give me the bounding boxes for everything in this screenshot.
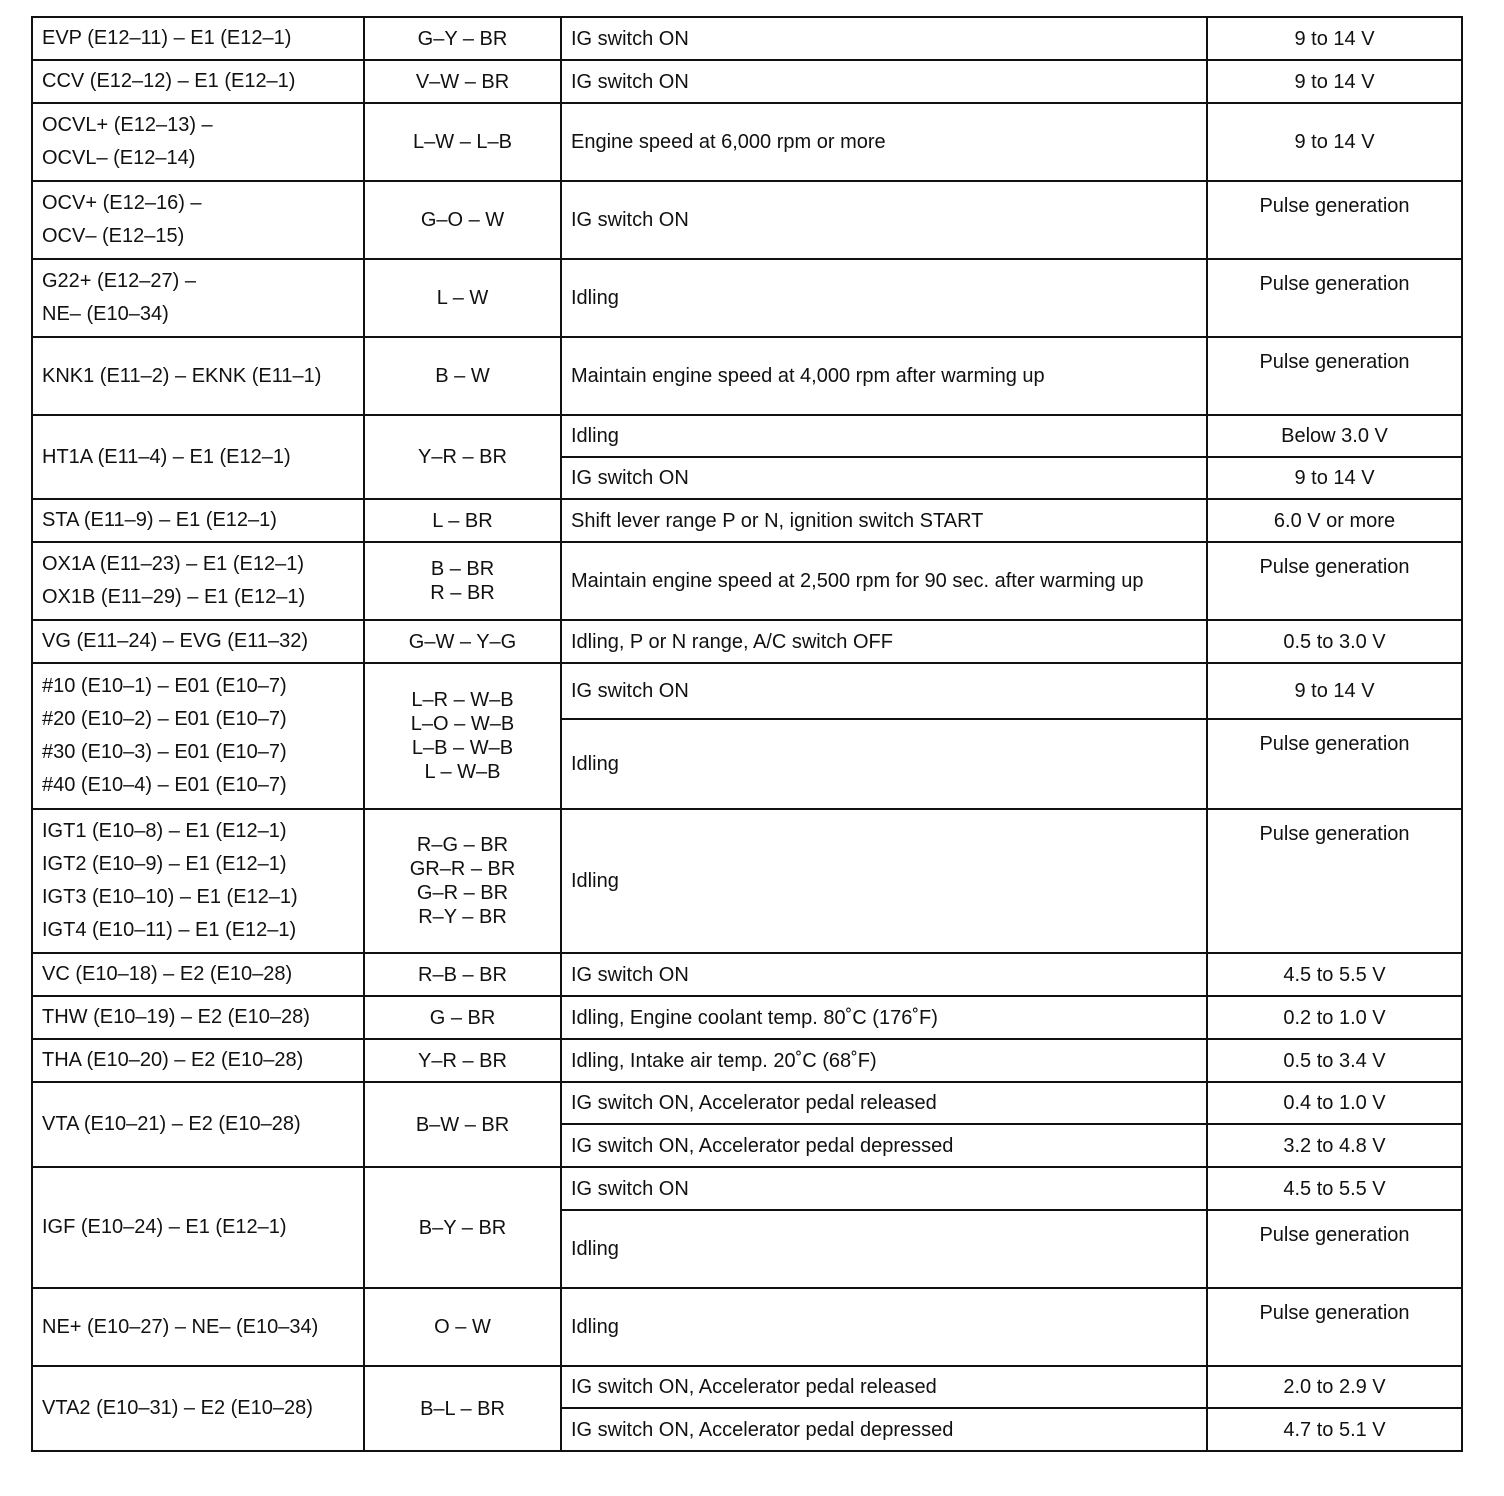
terminal-name: OCV+ (E12–16) – bbox=[42, 192, 202, 214]
wiring-color: R–B – BR bbox=[418, 963, 507, 986]
condition-cell bbox=[561, 337, 1207, 415]
terminal-cell bbox=[32, 996, 364, 1039]
condition-text: Engine speed at 6,000 rpm or more bbox=[571, 131, 886, 153]
specified-value: Pulse generation bbox=[1259, 351, 1410, 373]
specified-value: Below 3.0 V bbox=[1281, 425, 1388, 447]
terminal-name: VC (E10–18) – E2 (E10–28) bbox=[42, 963, 293, 985]
table-row bbox=[32, 1288, 1462, 1366]
terminal-name: VTA2 (E10–31) – E2 (E10–28) bbox=[42, 1397, 313, 1419]
wiring-color: GR–R – BR bbox=[409, 858, 516, 880]
wiring-color-cell bbox=[364, 17, 561, 60]
terminal-cell bbox=[32, 542, 364, 620]
condition-cell bbox=[561, 60, 1207, 103]
table-row bbox=[32, 103, 1462, 181]
specified-value: Pulse generation bbox=[1259, 1302, 1410, 1324]
terminal-name: OCV– (E12–15) bbox=[42, 225, 185, 247]
specified-value: 6.0 V or more bbox=[1273, 509, 1396, 532]
terminal-cell bbox=[32, 1167, 364, 1288]
terminal-cell bbox=[32, 1082, 364, 1167]
wiring-color-cell bbox=[364, 60, 561, 103]
terminal-name: IGT3 (E10–10) – E1 (E12–1) bbox=[42, 886, 298, 908]
wiring-color: B–W – BR bbox=[415, 1113, 510, 1136]
condition-cell bbox=[561, 17, 1207, 60]
wiring-color: B–Y – BR bbox=[418, 1216, 507, 1239]
wiring-color-cell bbox=[364, 620, 561, 663]
terminal-cell bbox=[32, 499, 364, 542]
specified-value-cell bbox=[1207, 1124, 1462, 1167]
condition-text: IG switch ON, Accelerator pedal released bbox=[571, 1376, 937, 1398]
wiring-color: B–L – BR bbox=[420, 1397, 505, 1420]
wiring-color: B – BR bbox=[430, 558, 495, 580]
condition-cell bbox=[561, 259, 1207, 337]
terminal-name: NE– (E10–34) bbox=[42, 303, 169, 325]
terminal-name: G22+ (E12–27) – bbox=[42, 270, 196, 292]
terminal-name: HT1A (E11–4) – E1 (E12–1) bbox=[42, 445, 291, 468]
condition-cell bbox=[561, 1082, 1207, 1124]
terminal-cell bbox=[32, 620, 364, 663]
condition-text: Maintain engine speed at 4,000 rpm after warming up bbox=[571, 365, 1045, 387]
condition-cell bbox=[561, 1210, 1207, 1288]
table-row bbox=[32, 542, 1462, 620]
specified-value-cell bbox=[1207, 1288, 1462, 1366]
condition-text: Idling, Engine coolant temp. 80˚C (176˚F) bbox=[571, 1006, 938, 1029]
specified-value: 0.5 to 3.0 V bbox=[1283, 630, 1386, 653]
wiring-color-cell bbox=[364, 259, 561, 337]
terminal-cell bbox=[32, 181, 364, 259]
condition-cell bbox=[561, 809, 1207, 953]
specified-value-cell bbox=[1207, 719, 1462, 809]
condition-text: Idling bbox=[571, 753, 619, 775]
wiring-color-cell bbox=[364, 809, 561, 953]
terminal-name: OCVL+ (E12–13) – bbox=[42, 114, 213, 136]
table-row bbox=[32, 60, 1462, 103]
specified-value-cell bbox=[1207, 1366, 1462, 1408]
specified-value-cell bbox=[1207, 996, 1462, 1039]
table-row bbox=[32, 259, 1462, 337]
wiring-color: L – W bbox=[436, 287, 489, 309]
wiring-color-cell bbox=[364, 1366, 561, 1451]
wiring-color: G – BR bbox=[429, 1006, 496, 1029]
specified-value: 9 to 14 V bbox=[1294, 131, 1375, 153]
specified-value-cell bbox=[1207, 1408, 1462, 1451]
wiring-color: O – W bbox=[434, 1316, 491, 1338]
condition-cell bbox=[561, 103, 1207, 181]
condition-text: Idling bbox=[571, 1316, 619, 1338]
specified-value-cell bbox=[1207, 181, 1462, 259]
wiring-color: G–Y – BR bbox=[417, 27, 508, 50]
terminal-name: #30 (E10–3) – E01 (E10–7) bbox=[42, 741, 287, 763]
wiring-color-cell bbox=[364, 181, 561, 259]
specified-value: 4.5 to 5.5 V bbox=[1283, 1177, 1386, 1200]
condition-text: IG switch ON, Accelerator pedal depressed bbox=[571, 1418, 954, 1441]
wiring-color: V–W – BR bbox=[415, 70, 510, 93]
terminal-name: #20 (E10–2) – E01 (E10–7) bbox=[42, 708, 287, 730]
wiring-color: L–R – W–B bbox=[411, 689, 514, 711]
condition-text: IG switch ON bbox=[571, 467, 689, 489]
terminal-name: #40 (E10–4) – E01 (E10–7) bbox=[42, 774, 287, 796]
condition-text: Idling bbox=[571, 287, 619, 309]
table-row bbox=[32, 996, 1462, 1039]
terminal-cell bbox=[32, 1039, 364, 1082]
specified-value-cell bbox=[1207, 663, 1462, 719]
condition-text: IG switch ON bbox=[571, 680, 689, 702]
table-row bbox=[32, 1167, 1462, 1210]
table-row bbox=[32, 337, 1462, 415]
terminal-cell bbox=[32, 259, 364, 337]
specified-value-cell bbox=[1207, 337, 1462, 415]
condition-text: Idling bbox=[571, 870, 619, 892]
terminal-name: IGT1 (E10–8) – E1 (E12–1) bbox=[42, 820, 287, 842]
condition-text: IG switch ON bbox=[571, 963, 689, 986]
terminal-name: OX1B (E11–29) – E1 (E12–1) bbox=[42, 586, 306, 608]
specified-value-cell bbox=[1207, 17, 1462, 60]
terminal-name: VG (E11–24) – EVG (E11–32) bbox=[42, 630, 309, 652]
condition-cell bbox=[561, 1039, 1207, 1082]
specified-value: 2.0 to 2.9 V bbox=[1283, 1376, 1386, 1398]
wiring-color: R – BR bbox=[430, 582, 495, 604]
table-row bbox=[32, 663, 1462, 719]
wiring-color: Y–R – BR bbox=[418, 1049, 507, 1072]
condition-cell bbox=[561, 663, 1207, 719]
condition-cell bbox=[561, 542, 1207, 620]
wiring-color: G–O – W bbox=[420, 209, 505, 231]
specified-value: 9 to 14 V bbox=[1294, 27, 1375, 50]
wiring-color-cell bbox=[364, 415, 561, 499]
wiring-color-cell bbox=[364, 103, 561, 181]
condition-text: IG switch ON, Accelerator pedal depressed bbox=[571, 1134, 954, 1157]
terminal-name: #10 (E10–1) – E01 (E10–7) bbox=[42, 675, 287, 697]
terminal-name: IGF (E10–24) – E1 (E12–1) bbox=[42, 1216, 287, 1238]
wiring-color-cell bbox=[364, 499, 561, 542]
wiring-color: G–R – BR bbox=[416, 882, 509, 904]
terminal-name: KNK1 (E11–2) – EKNK (E11–1) bbox=[42, 364, 322, 387]
terminal-name: OX1A (E11–23) – E1 (E12–1) bbox=[42, 553, 305, 575]
condition-text: Shift lever range P or N, ignition switch START bbox=[571, 509, 984, 532]
wiring-color: G–W – Y–G bbox=[408, 630, 517, 653]
specified-value-cell bbox=[1207, 1082, 1462, 1124]
condition-cell bbox=[561, 1288, 1207, 1366]
terminal-name: VTA (E10–21) – E2 (E10–28) bbox=[42, 1113, 301, 1135]
specified-value-cell bbox=[1207, 499, 1462, 542]
wiring-color: L–O – W–B bbox=[410, 713, 515, 735]
condition-text: IG switch ON bbox=[571, 209, 689, 231]
wiring-color-cell bbox=[364, 542, 561, 620]
specified-value-cell bbox=[1207, 1167, 1462, 1210]
specified-value-cell bbox=[1207, 457, 1462, 499]
terminal-name: NE+ (E10–27) – NE– (E10–34) bbox=[42, 1315, 319, 1338]
specified-value: 0.4 to 1.0 V bbox=[1283, 1092, 1386, 1114]
wiring-color-cell bbox=[364, 1039, 561, 1082]
terminal-voltage-table bbox=[31, 16, 1463, 1452]
specified-value: Pulse generation bbox=[1259, 195, 1410, 217]
condition-cell bbox=[561, 499, 1207, 542]
condition-cell bbox=[561, 719, 1207, 809]
condition-text: Maintain engine speed at 2,500 rpm for 90 sec. after warming up bbox=[571, 570, 1144, 592]
condition-text: Idling bbox=[571, 1238, 619, 1260]
terminal-name: IGT4 (E10–11) – E1 (E12–1) bbox=[42, 919, 297, 941]
terminal-name: THA (E10–20) – E2 (E10–28) bbox=[42, 1049, 304, 1071]
terminal-cell bbox=[32, 663, 364, 809]
table-row bbox=[32, 620, 1462, 663]
wiring-color-cell bbox=[364, 1167, 561, 1288]
table-row bbox=[32, 415, 1462, 457]
condition-cell bbox=[561, 1366, 1207, 1408]
wiring-color-cell bbox=[364, 1288, 561, 1366]
condition-text: IG switch ON bbox=[571, 70, 689, 93]
condition-cell bbox=[561, 1124, 1207, 1167]
specified-value: 0.5 to 3.4 V bbox=[1283, 1049, 1386, 1072]
specified-value: Pulse generation bbox=[1259, 556, 1410, 578]
specified-value-cell bbox=[1207, 1039, 1462, 1082]
condition-text: Idling, Intake air temp. 20˚C (68˚F) bbox=[571, 1049, 877, 1072]
terminal-name: EVP (E12–11) – E1 (E12–1) bbox=[42, 27, 292, 49]
terminal-cell bbox=[32, 1366, 364, 1451]
wiring-color: B – W bbox=[435, 365, 490, 387]
wiring-color: L – W–B bbox=[424, 761, 501, 783]
wiring-color: R–G – BR bbox=[416, 834, 509, 856]
wiring-color: L–B – W–B bbox=[411, 737, 514, 759]
specified-value-cell bbox=[1207, 809, 1462, 953]
condition-text: Idling bbox=[571, 425, 619, 447]
specified-value-cell bbox=[1207, 953, 1462, 996]
table-row bbox=[32, 1082, 1462, 1124]
specified-value: 4.5 to 5.5 V bbox=[1283, 963, 1386, 986]
specified-value: Pulse generation bbox=[1259, 1224, 1410, 1246]
terminal-cell bbox=[32, 809, 364, 953]
condition-text: IG switch ON, Accelerator pedal released bbox=[571, 1092, 937, 1114]
table-row bbox=[32, 17, 1462, 60]
wiring-color-cell bbox=[364, 1082, 561, 1167]
wiring-color: L – BR bbox=[432, 509, 493, 532]
condition-cell bbox=[561, 953, 1207, 996]
table-row bbox=[32, 181, 1462, 259]
table-row bbox=[32, 499, 1462, 542]
specified-value: 9 to 14 V bbox=[1294, 467, 1375, 489]
table-row bbox=[32, 1366, 1462, 1408]
condition-text: IG switch ON bbox=[571, 1177, 689, 1200]
terminal-cell bbox=[32, 17, 364, 60]
specified-value: 0.2 to 1.0 V bbox=[1283, 1006, 1386, 1029]
condition-text: Idling, P or N range, A/C switch OFF bbox=[571, 630, 893, 653]
condition-text: IG switch ON bbox=[571, 27, 689, 50]
wiring-color: R–Y – BR bbox=[418, 906, 507, 928]
table-row bbox=[32, 1039, 1462, 1082]
terminal-name: CCV (E12–12) – E1 (E12–1) bbox=[42, 70, 296, 92]
condition-cell bbox=[561, 620, 1207, 663]
wiring-color-cell bbox=[364, 337, 561, 415]
specified-value: 4.7 to 5.1 V bbox=[1283, 1418, 1386, 1441]
condition-cell bbox=[561, 996, 1207, 1039]
specified-value-cell bbox=[1207, 542, 1462, 620]
terminal-cell bbox=[32, 60, 364, 103]
specified-value-cell bbox=[1207, 60, 1462, 103]
terminal-cell bbox=[32, 103, 364, 181]
terminal-name: STA (E11–9) – E1 (E12–1) bbox=[42, 509, 277, 531]
specified-value: Pulse generation bbox=[1259, 273, 1410, 295]
terminal-name: THW (E10–19) – E2 (E10–28) bbox=[42, 1006, 310, 1028]
condition-cell bbox=[561, 1167, 1207, 1210]
condition-cell bbox=[561, 1408, 1207, 1451]
specified-value: 9 to 14 V bbox=[1294, 70, 1375, 93]
specified-value-cell bbox=[1207, 259, 1462, 337]
terminal-cell bbox=[32, 953, 364, 996]
terminal-cell bbox=[32, 1288, 364, 1366]
condition-cell bbox=[561, 181, 1207, 259]
specified-value-cell bbox=[1207, 1210, 1462, 1288]
specified-value-cell bbox=[1207, 103, 1462, 181]
terminal-cell bbox=[32, 415, 364, 499]
specified-value: 9 to 14 V bbox=[1294, 680, 1375, 702]
specified-value: 3.2 to 4.8 V bbox=[1283, 1134, 1386, 1157]
table-row bbox=[32, 809, 1462, 953]
terminal-name: OCVL– (E12–14) bbox=[42, 147, 196, 169]
wiring-color: Y–R – BR bbox=[418, 446, 507, 468]
wiring-color: L–W – L–B bbox=[413, 131, 512, 153]
specified-value-cell bbox=[1207, 620, 1462, 663]
specified-value: Pulse generation bbox=[1259, 823, 1410, 845]
table-row bbox=[32, 953, 1462, 996]
wiring-color-cell bbox=[364, 996, 561, 1039]
wiring-color-cell bbox=[364, 663, 561, 809]
terminal-name: IGT2 (E10–9) – E1 (E12–1) bbox=[42, 853, 287, 875]
specified-value: Pulse generation bbox=[1259, 733, 1410, 755]
condition-cell bbox=[561, 457, 1207, 499]
terminal-cell bbox=[32, 337, 364, 415]
condition-cell bbox=[561, 415, 1207, 457]
specified-value-cell bbox=[1207, 415, 1462, 457]
wiring-color-cell bbox=[364, 953, 561, 996]
